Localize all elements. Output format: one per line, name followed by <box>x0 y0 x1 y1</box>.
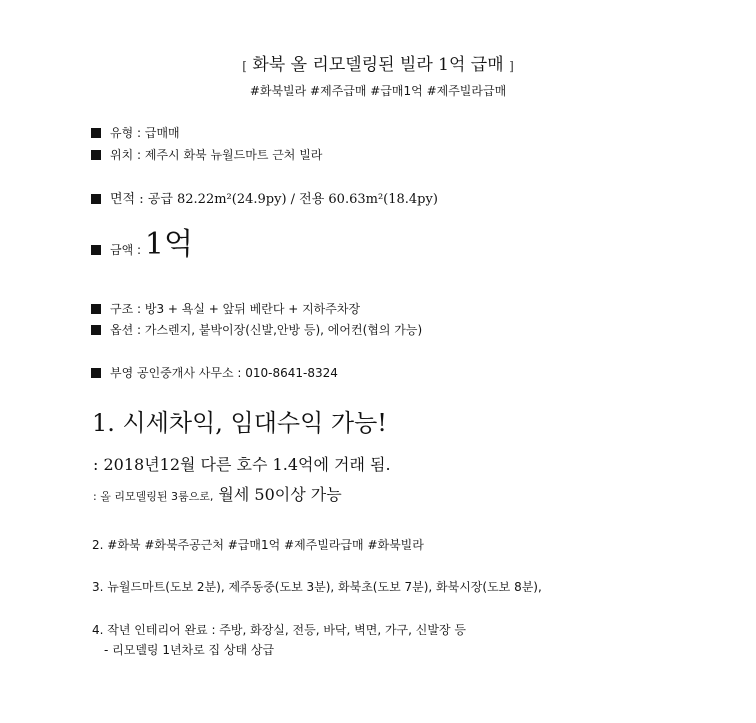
info-type-text: 유형 : 급매매 <box>110 126 180 140</box>
bullet-square-icon <box>91 245 101 255</box>
section4-text: 4. 작년 인테리어 완료 : 주방, 화장실, 전등, 바닥, 벽면, 가구, 신발장 등 <box>92 623 466 637</box>
bullet-square-icon <box>91 194 101 204</box>
info-agent <box>91 364 338 381</box>
title-bracket-close: ] <box>509 59 514 73</box>
info-structure <box>91 300 360 317</box>
page-title <box>0 50 756 75</box>
bullet-square-icon <box>91 325 101 335</box>
title-bracket-open: [ <box>242 59 247 73</box>
section1-heading: 1. 시세차익, 임대수익 가능! <box>92 409 387 437</box>
header-hashtags: #화북빌라 #제주급매 #급매1억 #제주빌라급매 <box>249 84 507 98</box>
info-structure-text: 구조 : 방3 + 욕실 + 앞뒤 베란다 + 지하주차장 <box>110 302 361 316</box>
info-location-text: 위치 : 제주시 화북 뉴월드마트 근처 빌라 <box>110 148 323 162</box>
section3-text: 3. 뉴월드마트(도보 2분), 제주동중(도보 3분), 화북초(도보 7분), 화북시장(도보 8분), <box>92 580 542 594</box>
info-price <box>91 219 193 263</box>
info-area-text: 면적 : 공급 82.22m²(24.9py) / 전용 60.63m²(18.4py) <box>110 192 438 207</box>
section4-sub: - 리모델링 1년차로 집 상태 상급 <box>104 643 275 657</box>
bullet-square-icon <box>91 128 101 138</box>
info-price-label: 금액 : <box>110 243 142 257</box>
info-agent-text: 부영 공인중개사 사무소 : 010-8641-8324 <box>110 366 338 380</box>
info-type <box>91 124 180 141</box>
info-price-value: 1억 <box>144 227 193 262</box>
info-area <box>91 188 438 207</box>
bullet-square-icon <box>91 304 101 314</box>
section1-line1: : 2018년12월 다른 호수 1.4억에 거래 됨. <box>93 455 391 474</box>
title-text: 화북 올 리모델링된 빌라 1억 급매 <box>252 55 504 75</box>
section1-line2-suffix: 월세 50이상 가능 <box>218 485 342 504</box>
info-options-text: 옵션 : 가스렌지, 붙박이장(신발,안방 등), 에어컨(협의 가능) <box>110 323 423 337</box>
info-options <box>91 321 422 338</box>
bullet-square-icon <box>91 150 101 160</box>
info-location <box>91 146 322 163</box>
section2-text: 2. #화북 #화북주공근처 #급매1억 #제주빌라급매 #화북빌라 <box>92 538 424 552</box>
section1-line2 <box>93 482 342 505</box>
bullet-square-icon <box>91 368 101 378</box>
section1-line2-prefix: : 올 리모델링된 3룸으로, <box>93 490 214 503</box>
